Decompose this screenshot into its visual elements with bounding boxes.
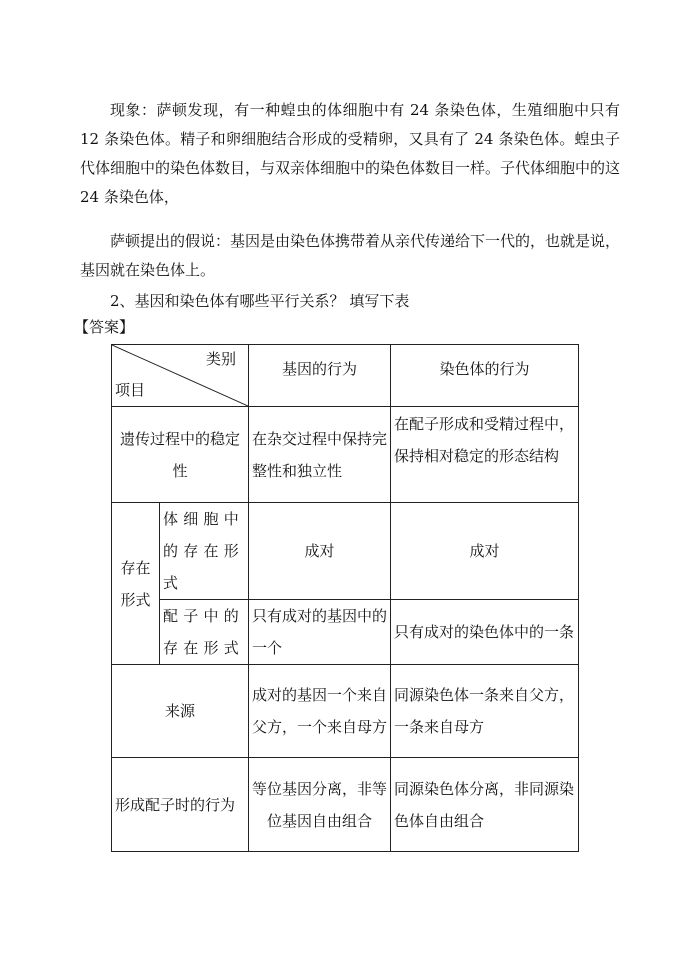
gamete-gene: 只有成对的基因中的一个: [249, 600, 391, 665]
question-text: 2、基因和染色体有哪些平行关系？ 填写下表: [110, 292, 410, 310]
origin-gene: 成对的基因一个来自父方，一个来自母方: [249, 665, 391, 758]
stability-gene: 在杂交过程中保持完整性和独立性: [249, 407, 391, 503]
origin-chromosome: 同源染色体一条来自父方，一条来自母方: [391, 665, 579, 758]
table-row: [112, 758, 579, 852]
header-gene-behavior: 基因的行为: [249, 345, 391, 407]
existence-form-label: 存在形式: [112, 503, 160, 665]
table-row: [112, 503, 579, 600]
hypothesis-paragraph: 萨顿提出的假说：基因是由染色体携带着从亲代传递给下一代的，也就是说，基因就在染色体上。: [80, 232, 621, 279]
stability-chromosome: 在配子形成和受精过程中，保持相对稳定的形态结构: [391, 407, 579, 503]
origin-label: 来源: [112, 665, 249, 758]
table-header-row: [112, 345, 579, 407]
gamete-behavior-gene: 等位基因分离，非等位基因自由组合: [249, 758, 391, 852]
table-row: [112, 600, 579, 665]
header-item-label: 项目: [115, 381, 146, 399]
somatic-chromosome: 成对: [391, 503, 579, 600]
gamete-behavior-chromosome: 同源染色体分离，非同源染色体自由组合: [391, 758, 579, 852]
table-row: [112, 665, 579, 758]
gamete-behavior-label: 形成配子时的行为: [112, 758, 249, 852]
header-category-label: 类别: [205, 350, 236, 368]
stability-label: 遗传过程中的稳定性: [112, 407, 249, 503]
parallel-relationship-table: [111, 344, 579, 852]
phenomenon-paragraph: 现象：萨顿发现，有一种蝗虫的体细胞中有 24 条染色体，生殖细胞中只有 12 条染色体。精子和卵细胞结合形成的受精卵，又具有了 24 条染色体。蝗虫子代体细胞中的染色体数目，与双亲体细胞中的染色体数目一样。子代体细胞中的这 24 条染色体，: [80, 101, 621, 206]
gamete-existence-label: 配子中的存在形式: [160, 600, 249, 665]
diagonal-header-cell: [112, 345, 249, 407]
gamete-chromosome: 只有成对的染色体中的一条: [391, 600, 579, 665]
table-row: [112, 407, 579, 503]
somatic-existence-label: 体细胞中的存在形式: [160, 503, 249, 600]
header-chromosome-behavior: 染色体的行为: [391, 345, 579, 407]
somatic-gene: 成对: [249, 503, 391, 600]
answer-label: 【答案】: [74, 318, 135, 336]
